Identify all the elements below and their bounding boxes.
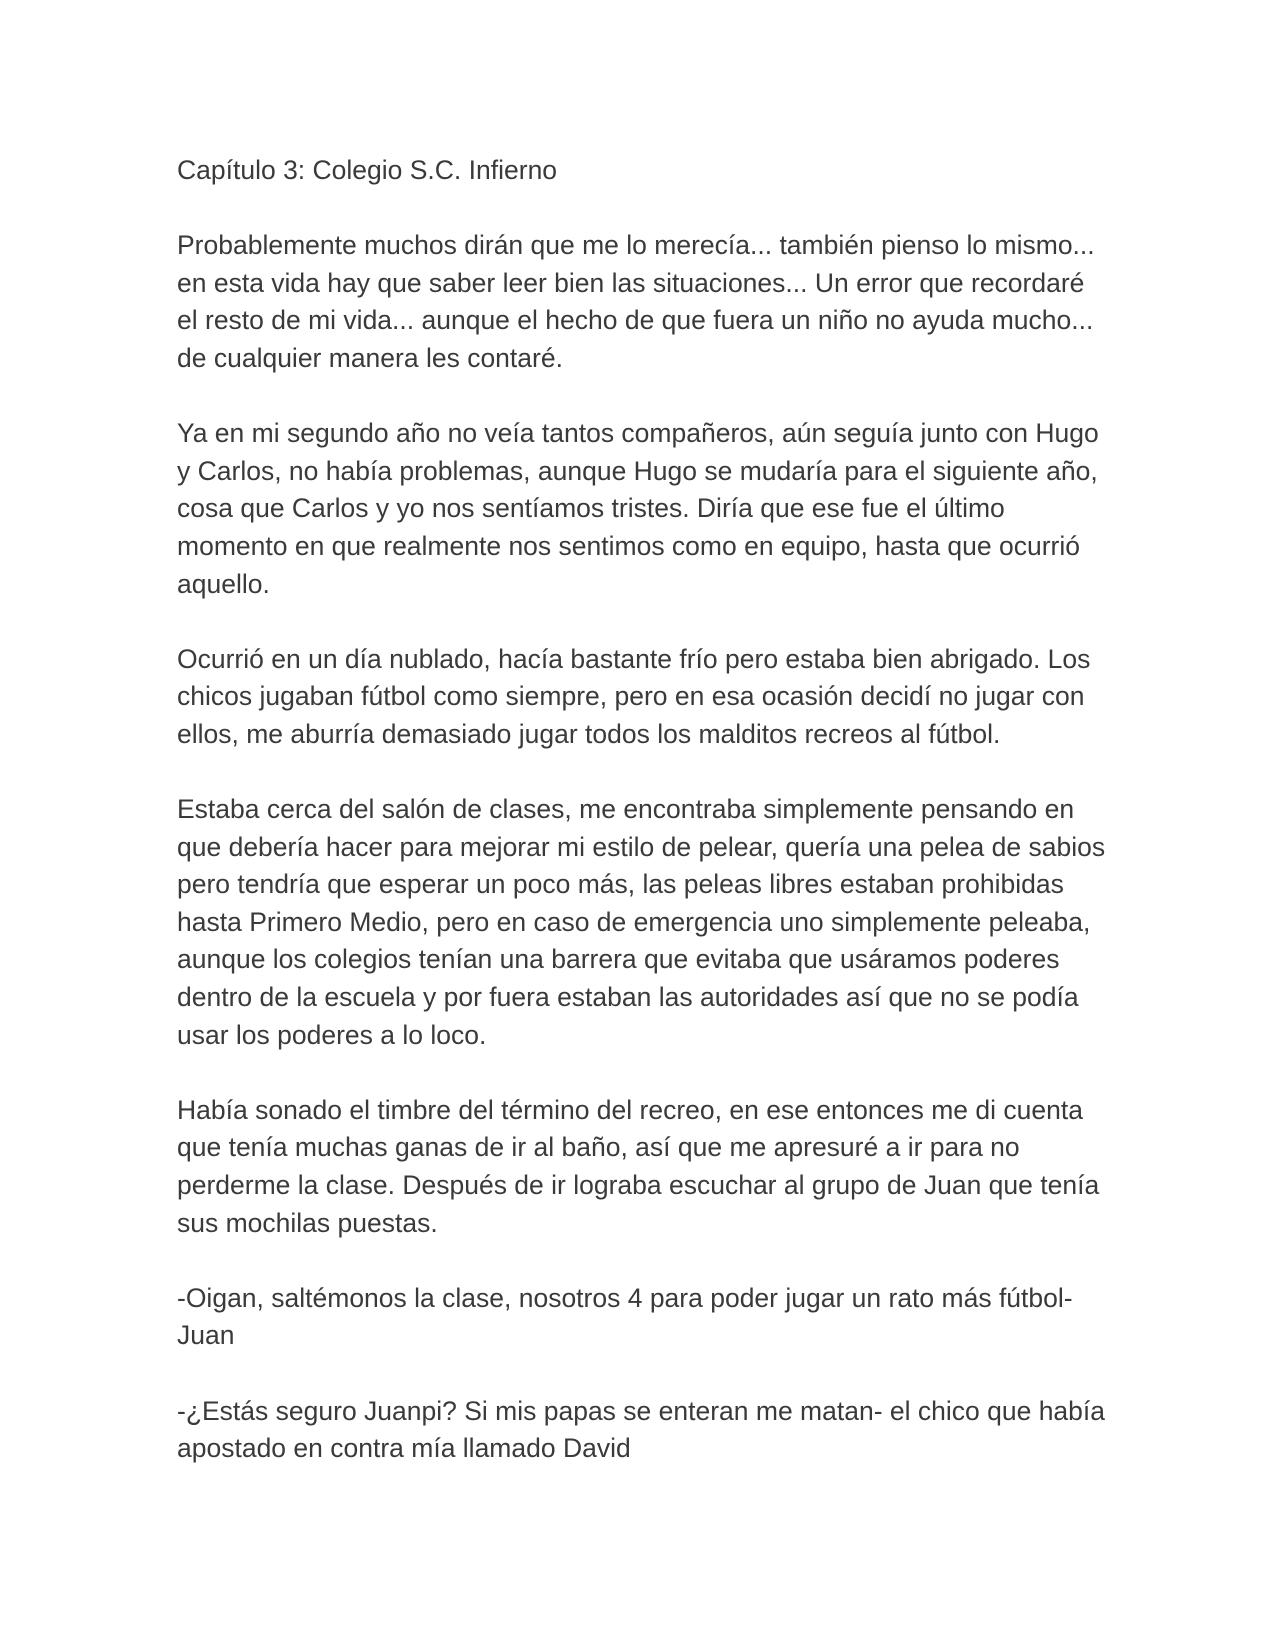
dialogue-paragraph: -¿Estás seguro Juanpi? Si mis papas se enteran me matan- el chico que había apostado en contra mía llamado David bbox=[177, 1395, 1106, 1464]
paragraph: Ya en mi segundo año no veía tantos compañeros, aún seguía junto con Hugo y Carlos, no había problemas, aunque Hugo se mudaría para el siguiente año, cosa que Carlos y yo nos sentíamos tristes. Diría que ese fue el último momento en que realmente nos sentimos como en equipo, hasta que ocurrió aquello. bbox=[177, 418, 1099, 599]
paragraph: Había sonado el timbre del término del recreo, en ese entonces me di cuenta que tenía muchas ganas de ir al baño, así que me apresuré a ir para no perderme la clase. Después de ir lograba escuchar al grupo de Juan que tenía sus mochilas puestas. bbox=[177, 1094, 1100, 1238]
paragraph: Ocurrió en un día nublado, hacía bastante frío pero estaba bien abrigado. Los chicos jugaban fútbol como siempre, pero en esa ocasión decidí no jugar con ellos, me aburría demasiado jugar todos los malditos recreos al fútbol. bbox=[177, 643, 1091, 749]
paragraph: Estaba cerca del salón de clases, me encontraba simplemente pensando en que debería hacer para mejorar mi estilo de pelear, quería una pelea de sabios pero tendría que esperar un poco más, las peleas libres estaban prohibidas hasta Primero Medio, pero en caso de emergencia uno simplemente peleaba, aunque los colegios tenían una barrera que evitaba que usáramos poderes dentro de la escuela y por fuera estaban las autoridades así que no se podía usar los poderes a lo loco. bbox=[177, 794, 1106, 1050]
paragraph: Probablemente muchos dirán que me lo merecía... también pienso lo mismo... en esta vida hay que saber leer bien las situaciones... Un error que recordaré el resto de mi vida... aunque el hecho de que fuera un niño no ayuda mucho... de cualquier manera les contaré. bbox=[177, 230, 1095, 373]
document-body bbox=[177, 152, 1107, 1505]
chapter-title: Capítulo 3: Colegio S.C. Infierno bbox=[177, 155, 558, 185]
dialogue-paragraph: -Oigan, saltémonos la clase, nosotros 4 para poder jugar un rato más fútbol- Juan bbox=[177, 1282, 1073, 1351]
